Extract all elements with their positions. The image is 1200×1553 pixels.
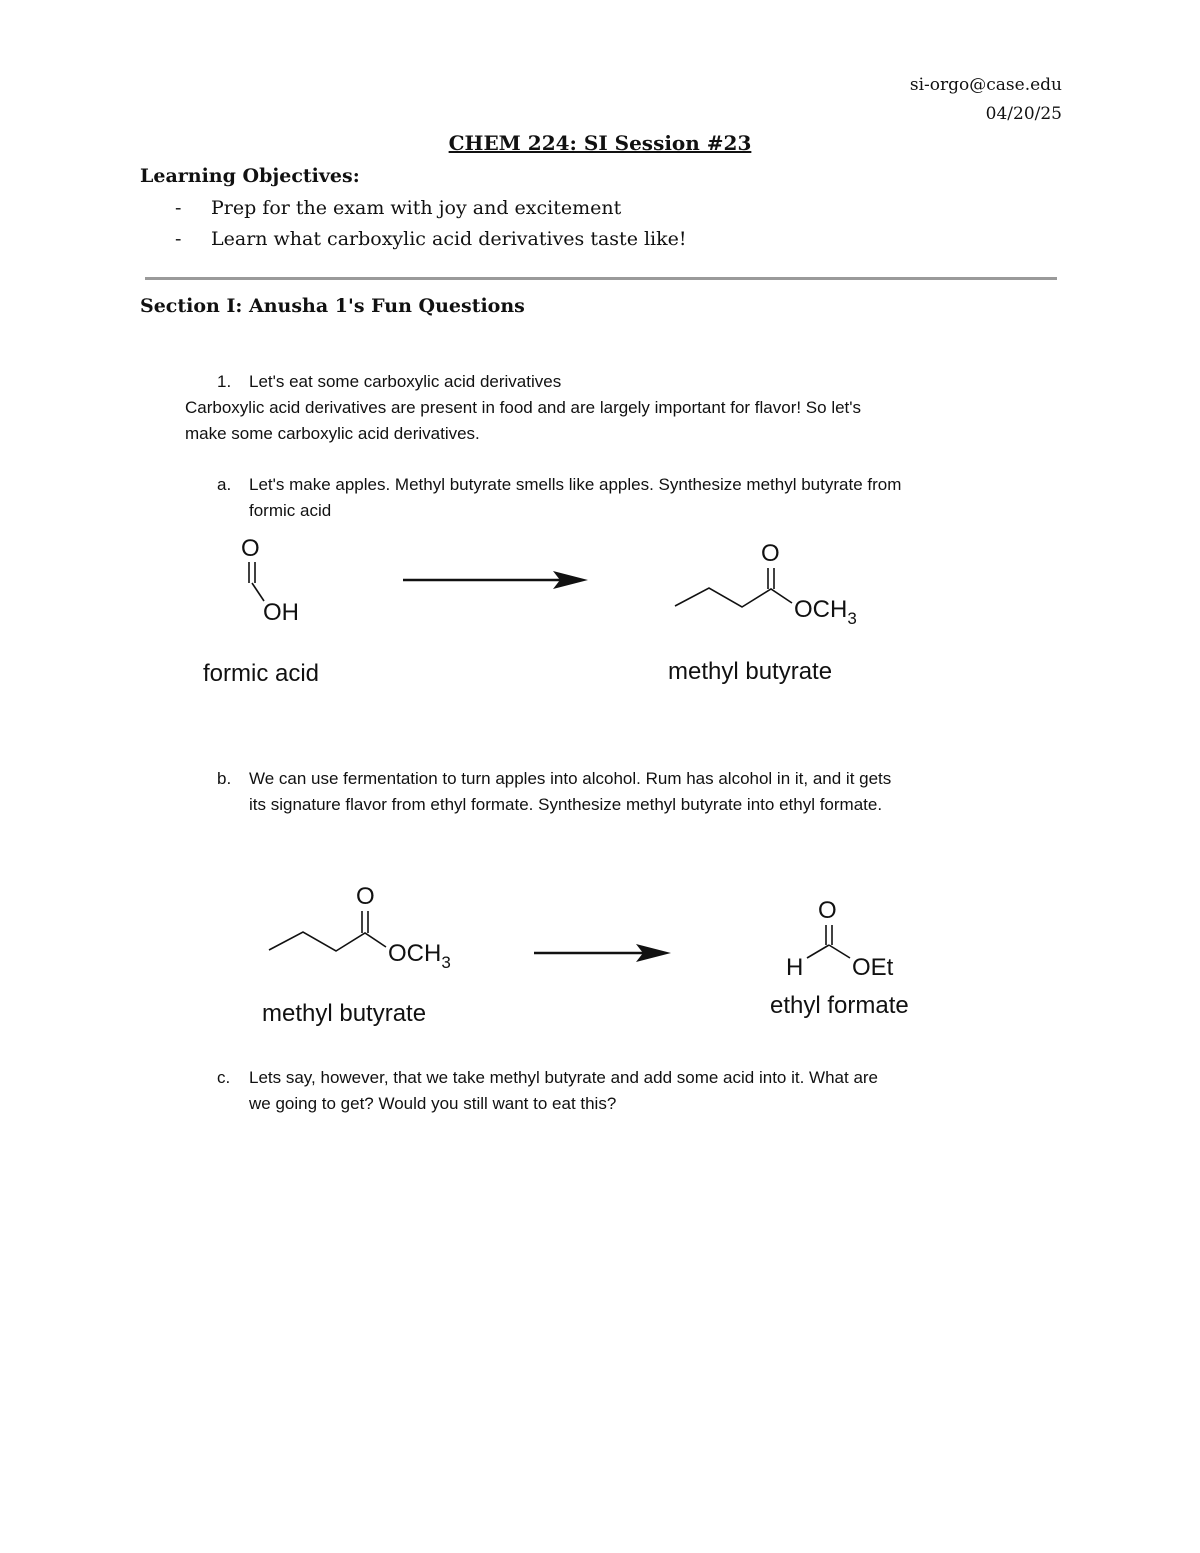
methyl-butyrate-name: methyl butyrate (262, 1000, 427, 1027)
single-bond-line (807, 945, 829, 958)
methoxy-subscript: 3 (441, 953, 451, 972)
part-b-line1: We can use fermentation to turn apples into alcohol. Rum has alcohol in it, and it gets (249, 769, 892, 788)
ethoxy-label: OEt (852, 954, 894, 981)
hydroxyl-label: OH (263, 599, 299, 626)
oxygen-atom-label: O (761, 540, 780, 567)
reaction-arrow-b (534, 944, 671, 962)
methoxy-text: OCH (794, 596, 848, 623)
question-number: 1. (217, 372, 232, 391)
part-c-line1: Lets say, however, that we take methyl butyrate and add some acid into it. What are (249, 1068, 879, 1087)
dash-bullet: - (175, 197, 182, 219)
part-b-marker: b. (217, 769, 232, 788)
ethyl-formate-structure (770, 897, 909, 1019)
formic-acid-structure (203, 535, 319, 687)
methyl-butyrate-structure-b (262, 883, 451, 1027)
part-c-marker: c. (217, 1068, 231, 1087)
part-a-line2: formic acid (249, 501, 332, 520)
objective-item-text: Learn what carboxylic acid derivatives taste like! (211, 228, 687, 250)
page-title: CHEM 224: SI Session #23 (448, 131, 752, 155)
formic-acid-name: formic acid (203, 660, 320, 687)
methoxy-subscript: 3 (847, 609, 857, 628)
part-c-line2: we going to get? Would you still want to eat this? (249, 1094, 617, 1113)
methoxy-label (388, 940, 451, 972)
section-heading: Section I: Anusha 1's Fun Questions (140, 295, 525, 317)
carbon-chain (269, 932, 386, 951)
hydrogen-atom-label: H (786, 954, 804, 981)
objectives-heading: Learning Objectives: (140, 165, 360, 187)
oxygen-atom-label: O (356, 883, 375, 910)
header-date: 04/20/25 (985, 104, 1062, 124)
carbon-chain (675, 588, 792, 607)
ethyl-formate-name: ethyl formate (770, 992, 909, 1019)
header-email: si-orgo@case.edu (909, 75, 1062, 95)
question-1-intro-line2: make some carboxylic acid derivatives. (185, 424, 480, 443)
part-b-line2: its signature flavor from ethyl formate. Synthesize methyl butyrate into ethyl formate. (249, 795, 883, 814)
single-bond-line (829, 945, 850, 958)
methyl-butyrate-structure-a (668, 540, 857, 685)
dash-bullet: - (175, 228, 182, 250)
question-1-title: Let's eat some carboxylic acid derivatives (249, 372, 562, 391)
part-a-line1: Let's make apples. Methyl butyrate smells like apples. Synthesize methyl butyrate from (249, 475, 902, 494)
reaction-arrow-a (403, 571, 588, 589)
part-a-marker: a. (217, 475, 232, 494)
methoxy-text: OCH (388, 940, 442, 967)
question-1-intro-line1: Carboxylic acid derivatives are present in food and are largely important for flavor! So let's (185, 398, 862, 417)
oxygen-atom-label: O (818, 897, 837, 924)
methyl-butyrate-name: methyl butyrate (668, 658, 833, 685)
objective-item-text: Prep for the exam with joy and excitement (211, 197, 622, 219)
oxygen-atom-label: O (241, 535, 260, 562)
methoxy-label (794, 596, 857, 628)
